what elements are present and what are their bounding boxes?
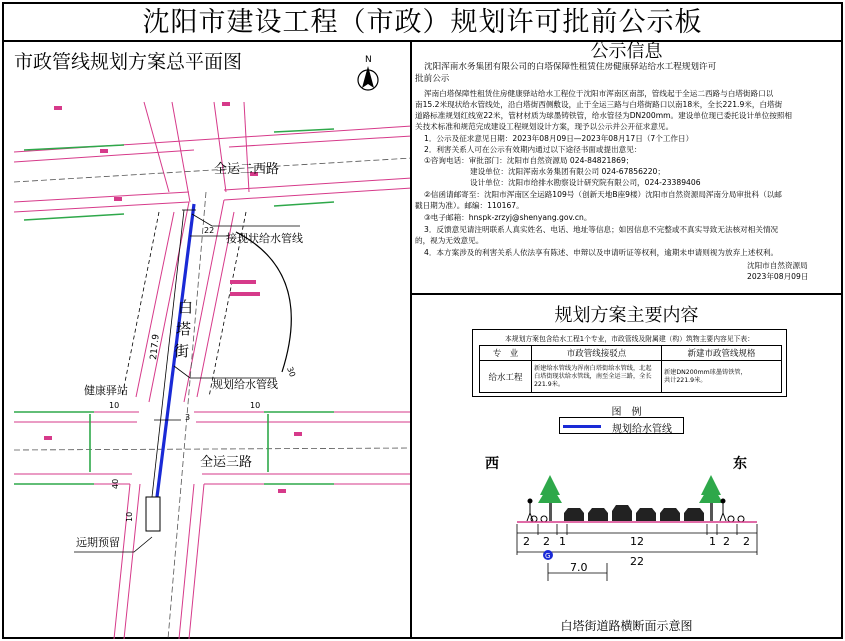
cell-discipline: 给水工程 — [480, 361, 532, 393]
legend-title: 图 例 — [611, 407, 642, 418]
svg-text:白: 白 — [178, 298, 194, 316]
seg-1: 2 — [523, 535, 530, 548]
setback-lines — [14, 129, 334, 484]
dim-22: 22 — [204, 226, 215, 235]
seg-7: 2 — [743, 535, 750, 548]
total-width: 22 — [630, 555, 644, 568]
notice-body-2: 南15.2米现状给水管线处，沿白塔街西侧敷设，止于全运三路与白塔街路口以南18米，全长221.9米，白塔街 — [415, 100, 783, 109]
north-arrow-icon — [358, 55, 378, 90]
col-header-spec: 新建市政管线规格 — [662, 346, 782, 361]
plan-table — [479, 345, 782, 393]
direction-west: 西 — [485, 456, 499, 472]
direction-east: 东 — [733, 456, 747, 472]
notice-board — [2, 2, 843, 639]
svg-text:塔: 塔 — [176, 320, 192, 338]
notice-text — [412, 62, 841, 293]
dim-40: 40 — [111, 478, 120, 489]
seg-2: 2 — [543, 535, 550, 548]
notice-title: 公示信息 — [590, 41, 663, 62]
pipe-marker-icon — [543, 550, 553, 560]
right-column — [412, 42, 841, 639]
north-label: N — [365, 55, 372, 65]
dim-10-left: 10 — [109, 401, 120, 410]
pipe-offset: 7.0 — [570, 561, 588, 574]
road-quanyun2: 全运二西路 — [214, 162, 280, 177]
tree-icon — [538, 475, 562, 521]
reserve-area — [146, 497, 160, 531]
site-plan-map — [4, 42, 412, 639]
plan-title: 规划方案主要内容 — [554, 305, 699, 326]
map-panel — [4, 42, 412, 639]
col-header-connect: 市政管线接驳点 — [532, 346, 662, 361]
legend-pipe-swatch — [563, 425, 601, 428]
notice-item-1: 1．公示及征求意见日期：2023年08月09日—2023年08月17日（7个工作日） — [424, 134, 694, 143]
legend-pipe-label: 规划给水管线 — [612, 424, 672, 435]
notice-body-1: 浑南白塔保障性租赁住房健康驿站给水工程位于沈阳市浑南区南部，管线起于全运二西路与白塔街路口以 — [424, 89, 774, 98]
notice-item-2e: ③电子邮箱：hnspk-zrzyj@shenyang.gov.cn。 — [424, 213, 592, 222]
notice-item-2b: 建设单位：沈阳浑南水务集团有限公司 024-67856220； — [470, 167, 665, 176]
legend — [559, 417, 684, 434]
map-title: 市政管线规划方案总平面图 — [14, 51, 243, 73]
cell-connect: 新建给水管线为浑南白塔街给水管线，北起 白塔街现状给水管线，南至全运三路，全长 221.9米。 — [532, 361, 662, 393]
car-icons — [564, 505, 704, 521]
label-station: 健康驿站 — [84, 384, 128, 397]
plan-content-box — [472, 329, 787, 397]
notice-intro-1: 沈阳浑南水务集团有限公司的白塔保障性租赁住房健康驿站给水工程规划许可 — [424, 62, 717, 72]
col-header-discipline: 专 业 — [480, 346, 532, 361]
seg-5: 1 — [709, 535, 716, 548]
dim-30: 30 — [285, 365, 298, 379]
notice-date: 2023年08月09日 — [747, 272, 809, 281]
dim-10-right: 10 — [250, 401, 261, 410]
notice-body-4: 关技术标准和规范完成建设工程规划设计方案，现予以公示并公开征求意见。 — [415, 122, 674, 131]
seg-4: 12 — [630, 535, 644, 548]
notice-signer: 沈阳市自然资源局 — [747, 261, 808, 270]
notice-item-2c: 设计单位：沈阳市给排水勘察设计研究院有限公司，024-23389406 — [470, 178, 701, 187]
svg-text:街: 街 — [174, 342, 190, 360]
plan-section — [412, 295, 841, 639]
arc-line — [236, 232, 291, 372]
xsection-caption: 白塔街道路横断面示意图 — [560, 619, 693, 633]
dim-3: 3 — [185, 413, 191, 422]
road-quanyun3: 全运三路 — [200, 455, 253, 470]
svg-text:G: G — [545, 552, 551, 560]
seg-3: 1 — [559, 535, 566, 548]
board-title: 沈阳市建设工程（市政）规划许可批前公示板 — [4, 4, 841, 42]
cell-spec: 新建DN200mm球墨铸铁管， 共计221.9米。 — [662, 361, 782, 393]
road-baita — [174, 298, 193, 360]
label-reserve: 远期预留 — [76, 536, 120, 549]
dim-10-bottom: 10 — [125, 511, 134, 522]
notice-intro-2: 批前公示 — [415, 74, 450, 84]
notice-section — [412, 42, 841, 295]
notice-item-2: 2．利害关系人可在公示有效期内通过以下途径书面或提出意见： — [424, 145, 642, 154]
dim-217-9: 217.9 — [149, 333, 162, 361]
road-lines — [14, 102, 412, 639]
label-existing-pipe: 接现状给水管线 — [226, 232, 303, 245]
notice-item-3b: 的，视为无效意见。 — [415, 236, 484, 245]
notice-item-4: 4．本方案涉及的利害关系人依法享有陈述、申辩以及申请听证等权利，逾期未申请则视为放弃上述权利。 — [424, 248, 779, 257]
notice-item-2d-2: 戳日期为准）。邮编：110167。 — [415, 201, 524, 210]
label-planned-pipe: 规划给水管线 — [212, 378, 278, 391]
plan-desc: 本规划方案包含给水工程1个专业，市政管线及附属建（构）筑物主要内容见下表： — [504, 335, 754, 343]
notice-item-2a: ①咨询电话：审批部门：沈阳市自然资源局 024-84821869； — [424, 156, 634, 165]
notice-item-3a: 3．反馈意见请注明联系人真实姓名、电话、地址等信息；如因信息不完整或不真实导致无法核对相关情况 — [424, 225, 779, 234]
notice-body-3: 道路标准规划红线宽22米，管材材质为球墨铸铁管，给水管径为DN200mm。建设单位现已委托设计单位按照相 — [415, 111, 793, 120]
road-cross-section — [412, 475, 841, 615]
notice-item-2d-1: ②信函请邮寄至：沈阳市浑南区全运路109号（创新天地B座9楼）沈阳市自然资源局浑南分局审批科（以邮 — [424, 190, 782, 199]
seg-6: 2 — [723, 535, 730, 548]
